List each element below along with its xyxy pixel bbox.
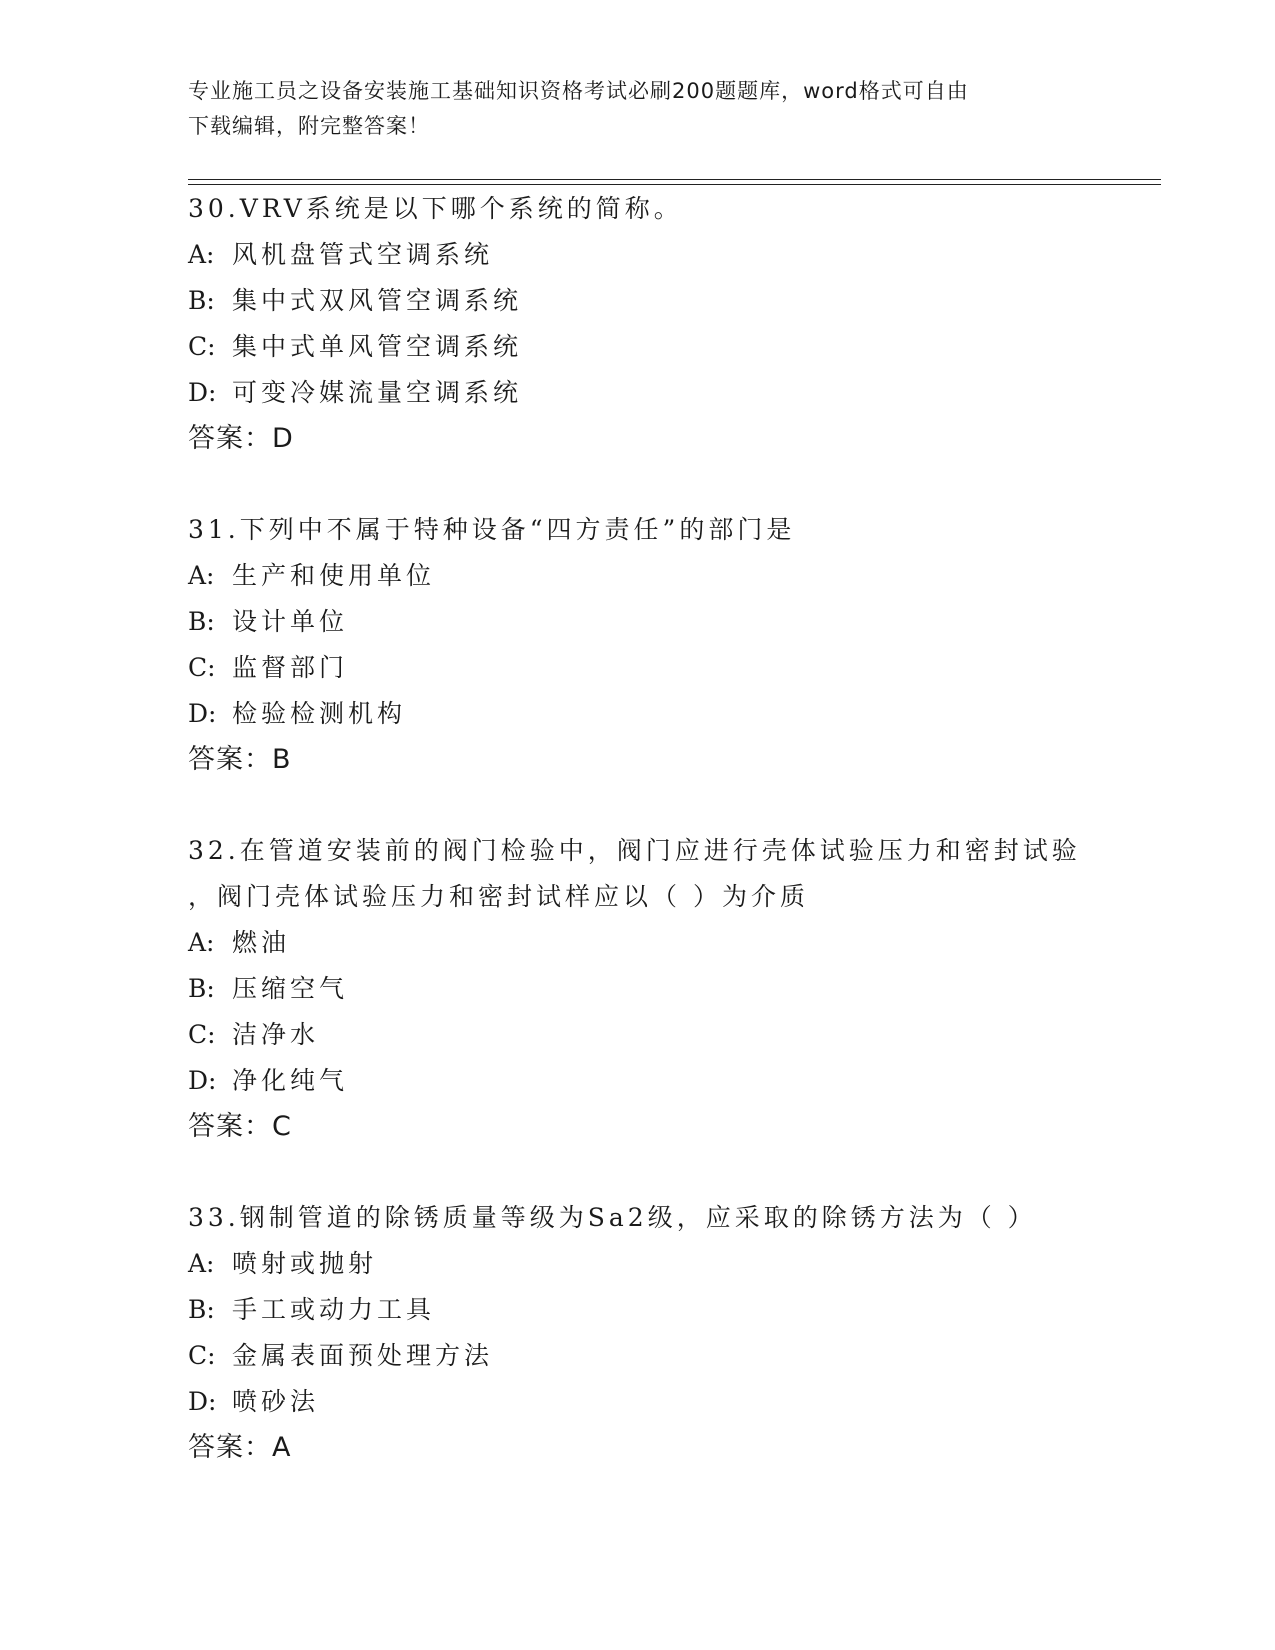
option-c bbox=[188, 1012, 1088, 1058]
option-text: 可变冷媒流量空调系统 bbox=[232, 378, 523, 407]
header-divider-top bbox=[188, 179, 1161, 180]
question-30 bbox=[188, 186, 1088, 462]
option-text: 金属表面预处理方法 bbox=[232, 1341, 494, 1370]
option-text: 风机盘管式空调系统 bbox=[232, 240, 494, 269]
option-text: 集中式单风管空调系统 bbox=[232, 332, 523, 361]
option-letter: C: bbox=[188, 332, 216, 361]
option-c bbox=[188, 645, 1088, 691]
question-text-line-2: ，阀门壳体试验压力和密封试样应以（ ）为介质 bbox=[188, 882, 809, 911]
question-text: 31.下列中不属于特种设备“四方责任”的部门是 bbox=[188, 515, 796, 544]
option-letter: A: bbox=[188, 561, 215, 590]
answer: 答案：A bbox=[188, 1432, 292, 1463]
answer: 答案：C bbox=[188, 1111, 292, 1142]
option-b bbox=[188, 599, 1088, 645]
option-letter: B: bbox=[188, 974, 215, 1003]
option-text: 检验检测机构 bbox=[232, 699, 407, 728]
option-a bbox=[188, 920, 1088, 966]
option-letter: B: bbox=[188, 1295, 215, 1324]
question-31 bbox=[188, 507, 1088, 783]
option-letter: C: bbox=[188, 653, 216, 682]
option-text: 喷射或抛射 bbox=[232, 1249, 378, 1278]
option-a bbox=[188, 553, 1088, 599]
option-text: 压缩空气 bbox=[232, 974, 349, 1003]
option-letter: D: bbox=[188, 699, 217, 728]
header-line-1: 专业施工员之设备安装施工基础知识资格考试必刷200题题库，word格式可自由 bbox=[188, 79, 969, 103]
question-text: 30.VRV系统是以下哪个系统的简称。 bbox=[188, 194, 683, 223]
option-d bbox=[188, 370, 1088, 416]
option-text: 手工或动力工具 bbox=[232, 1295, 436, 1324]
question-32 bbox=[188, 828, 1088, 1150]
option-text: 燃油 bbox=[232, 928, 291, 957]
question-text: 33.钢制管道的除锈质量等级为Sa2级，应采取的除锈方法为（ ） bbox=[188, 1203, 1037, 1232]
option-c bbox=[188, 324, 1088, 370]
option-text: 喷砂法 bbox=[232, 1387, 320, 1416]
option-text: 生产和使用单位 bbox=[232, 561, 436, 590]
option-d bbox=[188, 1379, 1088, 1425]
option-text: 监督部门 bbox=[232, 653, 349, 682]
option-letter: D: bbox=[188, 1066, 217, 1095]
question-33 bbox=[188, 1195, 1088, 1471]
question-text-line-1: 32.在管道安装前的阀门检验中，阀门应进行壳体试验压力和密封试验 bbox=[188, 836, 1081, 865]
option-letter: C: bbox=[188, 1020, 216, 1049]
option-c bbox=[188, 1333, 1088, 1379]
header-line-2: 下载编辑，附完整答案！ bbox=[188, 114, 430, 138]
option-b bbox=[188, 278, 1088, 324]
option-d bbox=[188, 691, 1088, 737]
option-b bbox=[188, 966, 1088, 1012]
header-divider-bottom bbox=[188, 184, 1161, 185]
option-text: 集中式双风管空调系统 bbox=[232, 286, 523, 315]
option-letter: A: bbox=[188, 240, 215, 269]
option-b bbox=[188, 1287, 1088, 1333]
option-letter: A: bbox=[188, 1249, 215, 1278]
option-a bbox=[188, 232, 1088, 278]
option-letter: D: bbox=[188, 378, 217, 407]
option-letter: A: bbox=[188, 928, 215, 957]
option-a bbox=[188, 1241, 1088, 1287]
answer: 答案：B bbox=[188, 744, 292, 775]
option-d bbox=[188, 1058, 1088, 1104]
option-letter: D: bbox=[188, 1387, 217, 1416]
option-letter: B: bbox=[188, 286, 215, 315]
option-text: 净化纯气 bbox=[232, 1066, 349, 1095]
option-letter: B: bbox=[188, 607, 215, 636]
option-text: 洁净水 bbox=[232, 1020, 320, 1049]
answer: 答案：D bbox=[188, 423, 294, 454]
document-header bbox=[188, 74, 1068, 144]
option-text: 设计单位 bbox=[232, 607, 349, 636]
option-letter: C: bbox=[188, 1341, 216, 1370]
